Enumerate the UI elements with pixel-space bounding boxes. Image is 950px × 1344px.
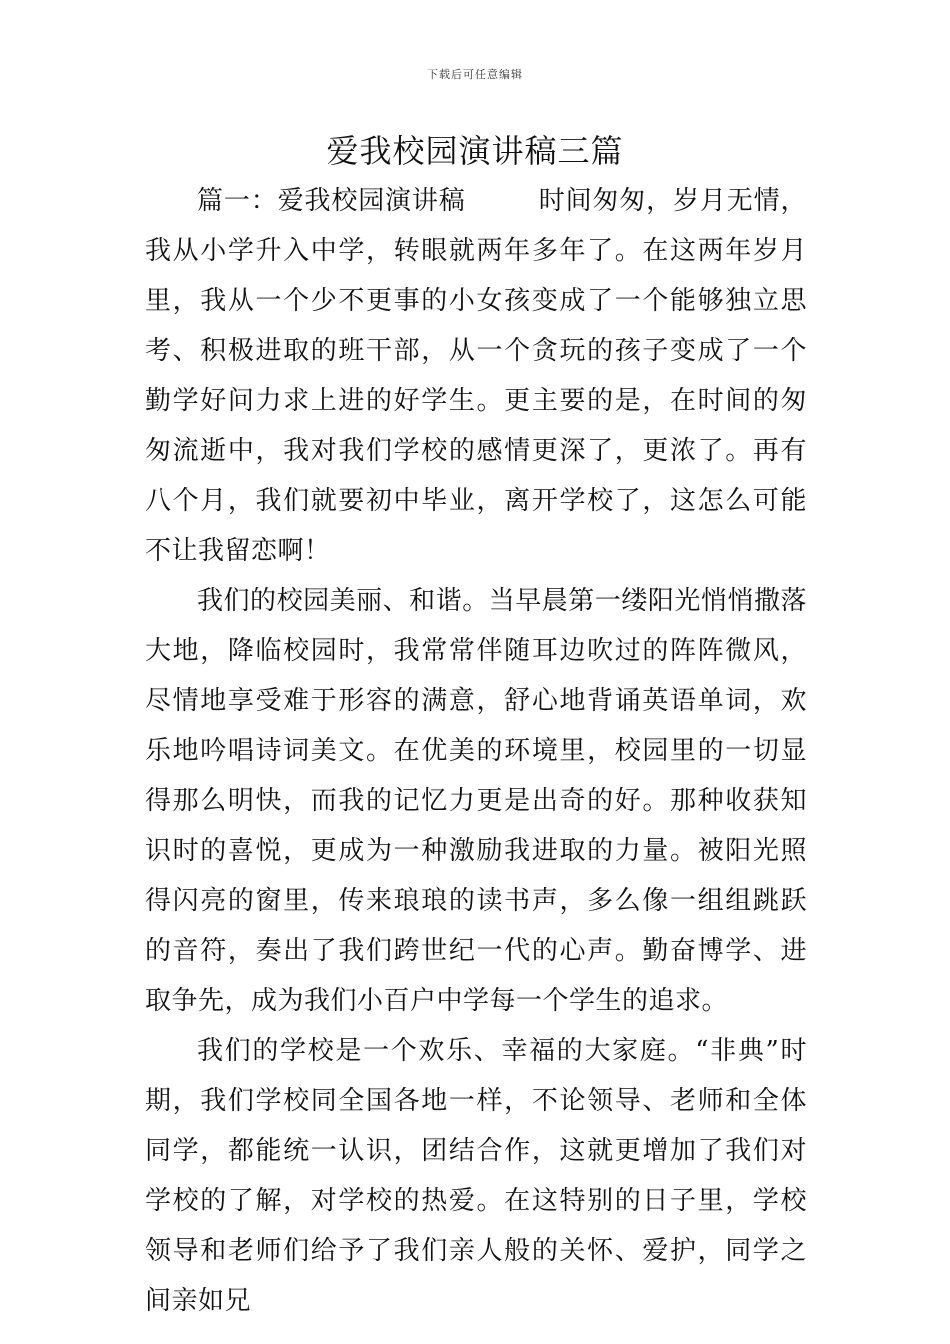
heading-gap (466, 186, 539, 216)
paragraph-text: 时间匆匆，岁月无情，我从小学升入中学，转眼就两年多年了。在这两年岁月里，我从一个少不更事的小女孩变成了一个能够独立思考、积极进取的班干部，从一个贪玩的孩子变成了一个勤学好问力求上进的好学生。更主要的是，在时间的匆匆流逝中，我对我们学校的感情更深了，更浓了。再有八个月，我们就要初中毕业，离开学校了，这怎么可能不让我留恋啊！ (145, 186, 807, 566)
section-heading: 篇一：爱我校园演讲稿 (197, 186, 466, 216)
header-note: 下载后可任意编辑 (427, 68, 523, 81)
paragraph-1 (145, 176, 807, 576)
document-body (145, 176, 807, 1326)
document-title: 爱我校园演讲稿三篇 (326, 132, 624, 170)
paragraph-3: 我们的学校是一个欢乐、幸福的大家庭。“非典”时期，我们学校同全国各地一样，不论领导、老师和全体同学，都能统一认识，团结合作，这就更增加了我们对学校的了解，对学校的热爱。在这特别的日子里，学校领导和老师们给予了我们亲人般的关怀、爱护，同学之间亲如兄 (145, 1036, 807, 1316)
paragraph-2: 我们的校园美丽、和谐。当早晨第一缕阳光悄悄撒落大地，降临校园时，我常常伴随耳边吹过的阵阵微风，尽情地享受难于形容的满意，舒心地背诵英语单词，欢乐地吟唱诗词美文。在优美的环境里，校园里的一切显得那么明快，而我的记忆力更是出奇的好。那种收获知识时的喜悦，更成为一种激励我进取的力量。被阳光照得闪亮的窗里，传来琅琅的读书声，多么像一组组跳跃的音符，奏出了我们跨世纪一代的心声。勤奋博学、进取争先，成为我们小百户中学每一个学生的追求。 (145, 586, 807, 1016)
